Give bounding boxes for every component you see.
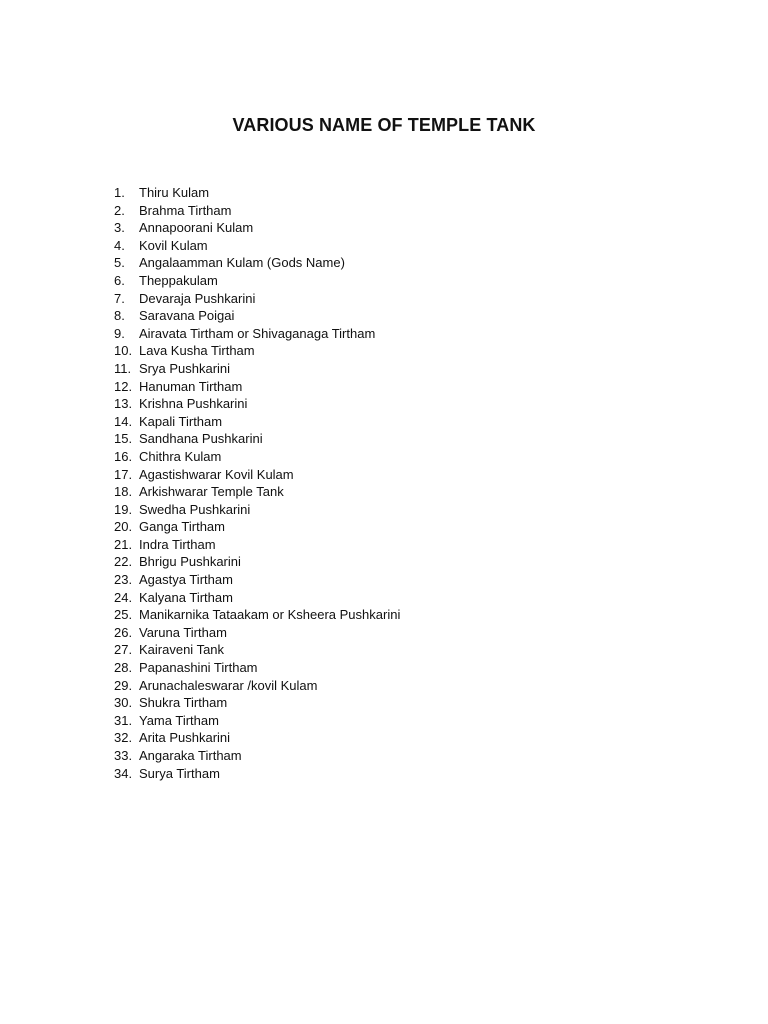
list-item-name: Airavata Tirtham or Shivaganaga Tirtham bbox=[139, 325, 376, 341]
list-item-number: 3. bbox=[114, 220, 125, 236]
list-item-number: 4. bbox=[114, 237, 125, 253]
list-item-name: Arkishwarar Temple Tank bbox=[139, 484, 284, 500]
list-item-name: Theppakulam bbox=[139, 272, 218, 288]
list-item-name: Shukra Tirtham bbox=[139, 695, 228, 711]
list-item-name: Kalyana Tirtham bbox=[139, 589, 233, 605]
list-item bbox=[114, 606, 400, 624]
list-item-name: Manikarnika Tataakam or Ksheera Pushkarini bbox=[139, 607, 401, 623]
list-item bbox=[114, 254, 400, 272]
list-item-number: 15. bbox=[114, 431, 133, 447]
list-item-name: Agastishwarar Kovil Kulam bbox=[139, 466, 294, 482]
list-item-number: 26. bbox=[114, 624, 133, 640]
list-item-number: 31. bbox=[114, 712, 133, 728]
list-item-number: 11. bbox=[114, 360, 132, 376]
list-item-number: 19. bbox=[114, 501, 133, 517]
list-item bbox=[114, 677, 400, 695]
page-title: VARIOUS NAME OF TEMPLE TANK bbox=[232, 115, 536, 135]
list-item-name: Sandhana Pushkarini bbox=[139, 431, 263, 447]
list-item-number: 20. bbox=[114, 519, 133, 535]
list-item-number: 25. bbox=[114, 607, 133, 623]
list-item bbox=[114, 184, 400, 202]
list-item-number: 24. bbox=[114, 589, 133, 605]
list-item-number: 7. bbox=[114, 290, 125, 306]
list-item-number: 23. bbox=[114, 572, 133, 588]
list-item-name: Lava Kusha Tirtham bbox=[139, 343, 255, 359]
list-item-number: 13. bbox=[114, 396, 133, 412]
list-item-name: Swedha Pushkarini bbox=[139, 501, 251, 517]
list-item bbox=[114, 448, 400, 466]
list-item bbox=[114, 342, 400, 360]
list-item-name: Bhrigu Pushkarini bbox=[139, 554, 241, 570]
list-item bbox=[114, 518, 400, 536]
list-item bbox=[114, 307, 400, 325]
list-item-number: 28. bbox=[114, 660, 133, 676]
list-item bbox=[114, 712, 400, 730]
list-item-name: Annapoorani Kulam bbox=[139, 220, 254, 236]
list-item bbox=[114, 747, 400, 765]
list-item-name: Ganga Tirtham bbox=[139, 519, 225, 535]
list-item-number: 18. bbox=[114, 484, 133, 500]
list-item-number: 2. bbox=[114, 202, 125, 218]
list-item bbox=[114, 483, 400, 501]
list-item-number: 10. bbox=[114, 343, 133, 359]
list-item-number: 5. bbox=[114, 255, 125, 271]
list-item bbox=[114, 430, 400, 448]
list-item-number: 32. bbox=[114, 730, 133, 746]
list-item-number: 22. bbox=[114, 554, 133, 570]
list-item-number: 34. bbox=[114, 765, 133, 781]
list-item-number: 16. bbox=[114, 448, 133, 464]
list-item-name: Kairaveni Tank bbox=[139, 642, 225, 658]
list-item bbox=[114, 202, 400, 220]
temple-tank-list bbox=[114, 184, 400, 782]
list-item-name: Devaraja Pushkarini bbox=[139, 290, 256, 306]
list-item-name: Saravana Poigai bbox=[139, 308, 235, 324]
list-item-name: Angaraka Tirtham bbox=[139, 748, 242, 763]
list-item bbox=[114, 694, 400, 712]
list-item bbox=[114, 360, 400, 378]
list-item bbox=[114, 395, 400, 413]
list-item bbox=[114, 237, 400, 255]
list-item-number: 17. bbox=[114, 466, 133, 482]
list-item-name: Varuna Tirtham bbox=[139, 624, 227, 640]
list-item-number: 12. bbox=[114, 378, 133, 394]
list-item bbox=[114, 553, 400, 571]
list-item bbox=[114, 290, 400, 308]
list-item bbox=[114, 378, 400, 396]
list-item-number: 14. bbox=[114, 413, 133, 429]
list-item bbox=[114, 729, 400, 747]
list-item bbox=[114, 272, 400, 290]
list-item-name: Arunachaleswarar /kovil Kulam bbox=[139, 677, 318, 693]
list-item bbox=[114, 765, 400, 783]
list-item-name: Brahma Tirtham bbox=[139, 202, 232, 218]
list-item-number: 8. bbox=[114, 308, 125, 324]
list-item-number: 9. bbox=[114, 325, 125, 341]
list-item-name: Yama Tirtham bbox=[139, 712, 219, 728]
list-item-number: 33. bbox=[114, 748, 133, 763]
list-item-name: Hanuman Tirtham bbox=[139, 378, 243, 394]
list-item bbox=[114, 501, 400, 519]
list-item-name: Arita Pushkarini bbox=[139, 730, 231, 746]
list-item bbox=[114, 659, 400, 677]
list-item-name: Kovil Kulam bbox=[139, 237, 208, 253]
list-item bbox=[114, 413, 400, 431]
list-item bbox=[114, 219, 400, 237]
list-item-name: Kapali Tirtham bbox=[139, 413, 223, 429]
list-item bbox=[114, 325, 400, 343]
list-item bbox=[114, 571, 400, 589]
list-item bbox=[114, 466, 400, 484]
list-item-number: 6. bbox=[114, 272, 125, 288]
list-item-number: 29. bbox=[114, 677, 133, 693]
list-item-name: Agastya Tirtham bbox=[139, 572, 233, 588]
list-item bbox=[114, 624, 400, 642]
list-item-name: Papanashini Tirtham bbox=[139, 660, 258, 676]
list-item-name: Krishna Pushkarini bbox=[139, 396, 248, 412]
list-item-name: Srya Pushkarini bbox=[139, 360, 231, 376]
list-item bbox=[114, 641, 400, 659]
list-item-number: 27. bbox=[114, 642, 133, 658]
list-item-name: Indra Tirtham bbox=[139, 536, 216, 552]
list-item bbox=[114, 536, 400, 554]
list-item-number: 1. bbox=[114, 185, 125, 200]
list-item-name: Surya Tirtham bbox=[139, 765, 220, 781]
list-item-name: Thiru Kulam bbox=[139, 185, 210, 200]
list-item bbox=[114, 589, 400, 607]
list-item-name: Chithra Kulam bbox=[139, 448, 222, 464]
list-item-name: Angalaamman Kulam (Gods Name) bbox=[139, 255, 345, 271]
list-item-number: 21. bbox=[114, 536, 133, 552]
list-item-number: 30. bbox=[114, 695, 133, 711]
